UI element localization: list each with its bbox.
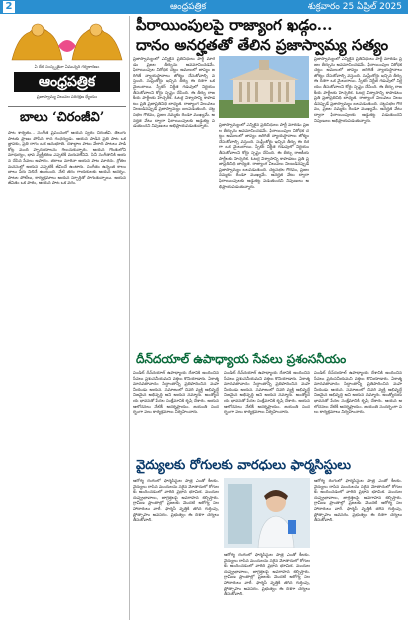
editorial-rule [8, 106, 126, 107]
headline-body-col1: ప్రజాస్వామ్యంలో ఎన్నికైన ప్రతినిధులు పార్టీ మారడం ప్రజల తీర్పును అవమానించడమే. ఫిరాయింపుల నిరోధక చట్టం అమలులో జాప్యం జరిగితే న్యాయస్థానాలు జోక్యం చేసుకోవాల్సి వస్తుంది. సుప్రీంకోర్టు ఇచ్చిన తీర్పు ఈ దిశగా ఒక మైలురాయి. స్పీకర్ నిర్ణీత గడువులో నిర్ణయం తీసుకోవాలని కోర్టు స్పష్టం చేసింది. ఈ తీర్పు రాజకీయ పార్టీలకు హెచ్చరిక. ఓటర్ల విశ్వాసాన్ని కాపాడటం ప్రతి ప్రజాప్రతినిధి బాధ్యత. రాజ్యాంగ విలువలు నిలబడినప్పుడే ప్రజాస్వామ్యం బలపడుతుంది. చట్టసభల గౌరవం, ప్రజల నమ్మకం రెండూ ముఖ్యమే. అనర్హత వేటు ద్వారా ఫిరాయింపులకు అడ్డుకట్ట పడుతుందని నిపుణులు అభిప్రాయపడుతున్నారు. [133, 56, 215, 129]
article3-body-col1: ఆరోగ్య రంగంలో ఫార్మసిస్టుల పాత్ర ఎంతో కీలకం. వైద్యులు రాసిన మందులను సరైన మోతాదులో రోగులకు అందించడంలో వారిది ప్రధాన భూమిక. మందుల దుష్ప్రభావాలు, జాగ్రత్తలపై అవగాహన కల్పిస్తారు. గ్రామీణ ప్రాంతాల్లో ప్రజలకు మొదటి ఆరోగ్య సలహాదారులు వారే. ఫార్మసీ వృత్తికి తగిన గుర్తింపు, ప్రోత్సాహం అవసరం. ప్రభుత్వం ఈ దిశగా చర్యలు తీసుకోవాలి. [133, 478, 219, 523]
page-number: 2 [3, 1, 15, 13]
article2-body-col1: పండిట్ దీన్‌దయాల్ ఉపాధ్యాయ దేశానికి అందించిన సేవలు ప్రశంసనీయమని వక్తలు కొనియాడారు. ఏకాత్మ మానవతావాదం సిద్ధాంతాన్ని ప్రతిపాదించిన మహనీయుడు ఆయన. సమాజంలో చివరి వ్యక్తి అభివృద్ధే నిజమైన అభివృద్ధి అని ఆయన నమ్మారు. అంత్యోదయ భావనతో పేదల సంక్షేమానికి కృషి చేశారు. ఆయన ఆలోచనలు నేటికీ ఆదర్శప్రాయం. జయంతి సందర్భంగా పలు కార్యక్రమాలు నిర్వహించారు. [133, 370, 219, 415]
headline-kicker: పీరాయింపులపై రాజ్యాంగ ఖడ్గం... [136, 16, 333, 34]
article2-title: దీన్‌దయాల్ ఉపాధ్యాయ సేవలు ప్రశంసనీయం [136, 352, 347, 366]
supreme-court-photo [219, 56, 309, 118]
masthead-logo: ఆంధ్రపత్రిక [14, 72, 120, 92]
masthead-subline: ప్రజాస్వామ్య విలువల పరిరక్షణ ధ్యేయం [36, 94, 98, 99]
header-paper-name: ఆంధ్రపత్రిక [170, 2, 207, 12]
headline-body-col2: ప్రజాస్వామ్యంలో ఎన్నికైన ప్రతినిధులు పార్టీ మారడం ప్రజల తీర్పును అవమానించడమే. ఫిరాయింపుల నిరోధక చట్టం అమలులో జాప్యం జరిగితే న్యాయస్థానాలు జోక్యం చేసుకోవాల్సి వస్తుంది. సుప్రీంకోర్టు ఇచ్చిన తీర్పు ఈ దిశగా ఒక మైలురాయి. స్పీకర్ నిర్ణీత గడువులో నిర్ణయం తీసుకోవాలని కోర్టు స్పష్టం చేసింది. ఈ తీర్పు రాజకీయ పార్టీలకు హెచ్చరిక. ఓటర్ల విశ్వాసాన్ని కాపాడటం ప్రతి ప్రజాప్రతినిధి బాధ్యత. రాజ్యాంగ విలువలు నిలబడినప్పుడే ప్రజాస్వామ్యం బలపడుతుంది. చట్టసభల గౌరవం, ప్రజల నమ్మకం రెండూ ముఖ్యమే. అనర్హత వేటు ద్వారా ఫిరాయింపులకు అడ్డుకట్ట పడుతుందని నిపుణులు అభిప్రాయపడుతున్నారు. [219, 122, 309, 189]
masthead-tagline: ఏ దేశ సంస్కృతైనా ఏమున్నది గర్వకారణం [34, 64, 100, 69]
editorial-title: బాలు ‘చిరంజీవి’ [20, 110, 105, 125]
article3-title: వైద్యులకు రోగులకు వారధులు ఫార్మసిస్టులు [136, 458, 352, 473]
header-date: శుక్రవారం 25 ఏప్రిల్ 2025 [307, 2, 402, 12]
deity-emblem [8, 16, 126, 64]
article2-body-col2: పండిట్ దీన్‌దయాల్ ఉపాధ్యాయ దేశానికి అందించిన సేవలు ప్రశంసనీయమని వక్తలు కొనియాడారు. ఏకాత్మ మానవతావాదం సిద్ధాంతాన్ని ప్రతిపాదించిన మహనీయుడు ఆయన. సమాజంలో చివరి వ్యక్తి అభివృద్ధే నిజమైన అభివృద్ధి అని ఆయన నమ్మారు. అంత్యోదయ భావనతో పేదల సంక్షేమానికి కృషి చేశారు. ఆయన ఆలోచనలు నేటికీ ఆదర్శప్రాయం. జయంతి సందర్భంగా పలు కార్యక్రమాలు నిర్వహించారు. [224, 370, 310, 415]
article3-body-col2: ఆరోగ్య రంగంలో ఫార్మసిస్టుల పాత్ర ఎంతో కీలకం. వైద్యులు రాసిన మందులను సరైన మోతాదులో రోగులకు అందించడంలో వారిది ప్రధాన భూమిక. మందుల దుష్ప్రభావాలు, జాగ్రత్తలపై అవగాహన కల్పిస్తారు. గ్రామీణ ప్రాంతాల్లో ప్రజలకు మొదటి ఆరోగ్య సలహాదారులు వారే. ఫార్మసీ వృత్తికి తగిన గుర్తింపు, ప్రోత్సాహం అవసరం. ప్రభుత్వం ఈ దిశగా చర్యలు తీసుకోవాలి. [224, 552, 310, 597]
headline-title: దానం అనర్హతతో తేలిన ప్రజాస్వామ్య సత్యం [136, 36, 389, 54]
article3-body-col3: ఆరోగ్య రంగంలో ఫార్మసిస్టుల పాత్ర ఎంతో కీలకం. వైద్యులు రాసిన మందులను సరైన మోతాదులో రోగులకు అందించడంలో వారిది ప్రధాన భూమిక. మందుల దుష్ప్రభావాలు, జాగ్రత్తలపై అవగాహన కల్పిస్తారు. గ్రామీణ ప్రాంతాల్లో ప్రజలకు మొదటి ఆరోగ్య సలహాదారులు వారే. ఫార్మసీ వృత్తికి తగిన గుర్తింపు, ప్రోత్సాహం అవసరం. ప్రభుత్వం ఈ దిశగా చర్యలు తీసుకోవాలి. [314, 478, 402, 523]
article2-body-col3: పండిట్ దీన్‌దయాల్ ఉపాధ్యాయ దేశానికి అందించిన సేవలు ప్రశంసనీయమని వక్తలు కొనియాడారు. ఏకాత్మ మానవతావాదం సిద్ధాంతాన్ని ప్రతిపాదించిన మహనీయుడు ఆయన. సమాజంలో చివరి వ్యక్తి అభివృద్ధే నిజమైన అభివృద్ధి అని ఆయన నమ్మారు. అంత్యోదయ భావనతో పేదల సంక్షేమానికి కృషి చేశారు. ఆయన ఆలోచనలు నేటికీ ఆదర్శప్రాయం. జయంతి సందర్భంగా పలు కార్యక్రమాలు నిర్వహించారు. [314, 370, 402, 415]
pharmacist-photo [224, 478, 310, 548]
editorial-body: పాట శాశ్వతం... సంగీత ప్రపంచంలో ఆయన స్వరం చిరంజీవి. తెలుగు పాటకు ప్రాణం పోసిన గాన గంధర్వుడు. ఆయన పాడిన ప్రతి పాట ఒక జ్ఞాపకం, ప్రతి రాగం ఒక అనుభూతి. దశాబ్దాల పాటు వేలాది పాటలు పాడి కోట్ల మంది హృదయాలను గెలుచుకున్నారు. ఆయన గొంతులోని మాధుర్యం, భావ వ్యక్తీకరణ ఎప్పటికీ మరువలేనివి. సినీ సంగీతానికి ఆయన చేసిన సేవలు అపారం. తరాలు మారినా ఆయన పాట మారదు. శ్రోతల మనసుల్లో ఆయన ఎప్పటికీ జీవించే ఉంటారు. సంగీతం ఉన్నంత కాలం బాలు పేరు నిలిచే ఉంటుంది. నేటి తరం గాయకులకు ఆయన ఆదర్శం. పాటల పోటీలు, కార్యక్రమాలు ఆయన స్ఫూర్తితో సాగుతున్నాయి. ఆయన జీవితం ఒక పాఠం, ఆయన పాట ఒక వరం. [8, 130, 126, 186]
column-divider [129, 16, 130, 620]
headline-body-col3: ప్రజాస్వామ్యంలో ఎన్నికైన ప్రతినిధులు పార్టీ మారడం ప్రజల తీర్పును అవమానించడమే. ఫిరాయింపుల నిరోధక చట్టం అమలులో జాప్యం జరిగితే న్యాయస్థానాలు జోక్యం చేసుకోవాల్సి వస్తుంది. సుప్రీంకోర్టు ఇచ్చిన తీర్పు ఈ దిశగా ఒక మైలురాయి. స్పీకర్ నిర్ణీత గడువులో నిర్ణయం తీసుకోవాలని కోర్టు స్పష్టం చేసింది. ఈ తీర్పు రాజకీయ పార్టీలకు హెచ్చరిక. ఓటర్ల విశ్వాసాన్ని కాపాడటం ప్రతి ప్రజాప్రతినిధి బాధ్యత. రాజ్యాంగ విలువలు నిలబడినప్పుడే ప్రజాస్వామ్యం బలపడుతుంది. చట్టసభల గౌరవం, ప్రజల నమ్మకం రెండూ ముఖ్యమే. అనర్హత వేటు ద్వారా ఫిరాయింపులకు అడ్డుకట్ట పడుతుందని నిపుణులు అభిప్రాయపడుతున్నారు. [314, 56, 402, 123]
